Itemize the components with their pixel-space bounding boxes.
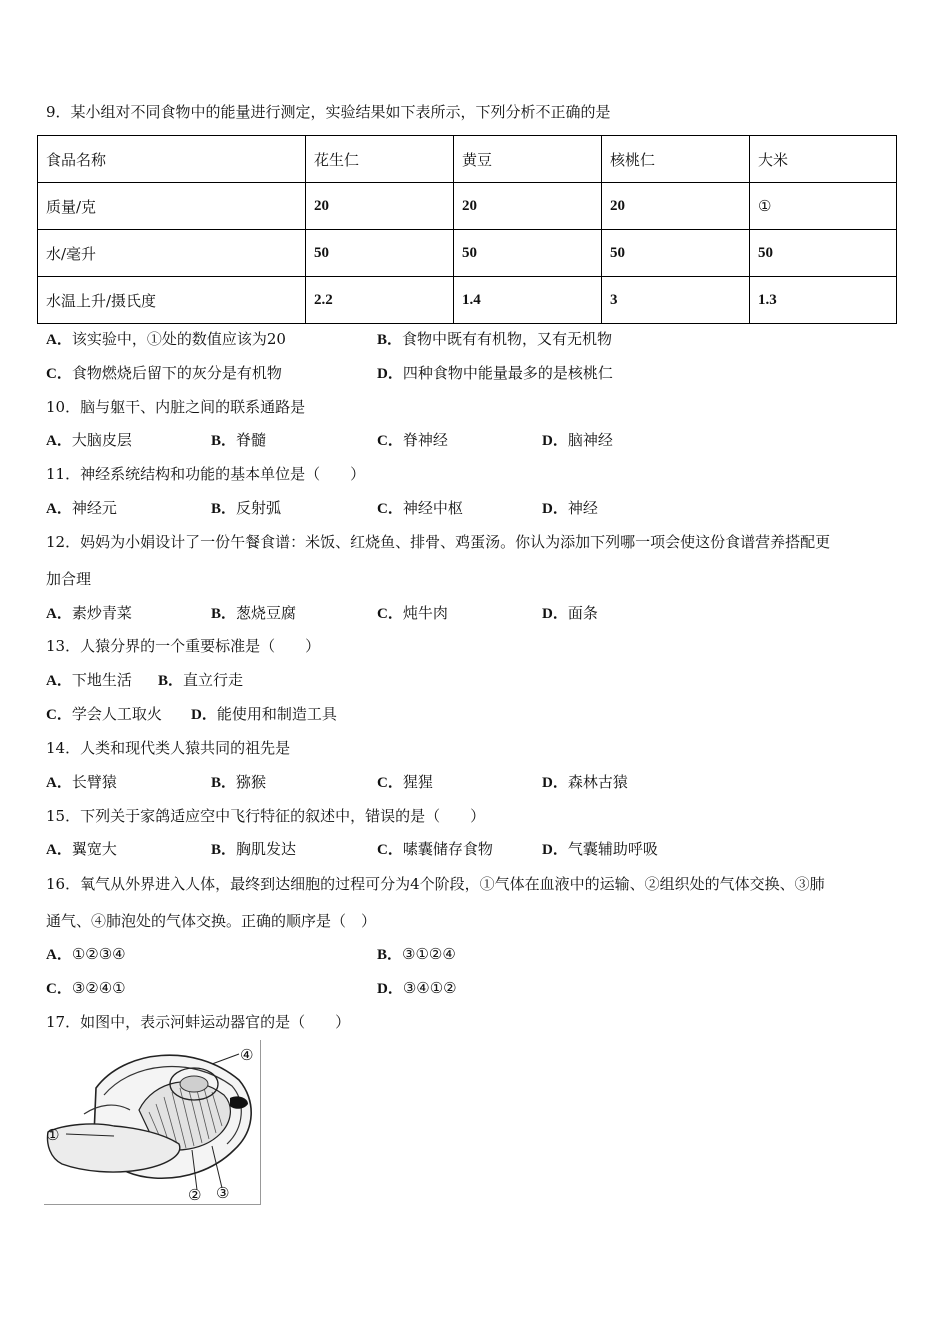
q16-stem-line1: 16．氧气从外界进入人体，最终到达细胞的过程可分为4个阶段，①气体在血液中的运输、②组织处的气体交换、③肺 <box>46 875 825 893</box>
q11-option-d[interactable]: D．神经 <box>542 499 598 517</box>
q10-stem: 10．脑与躯干、内脏之间的联系通路是 <box>46 398 306 416</box>
q10-option-a[interactable]: A．大脑皮层 <box>46 431 132 449</box>
table-cell: 50 <box>306 230 454 277</box>
q9-stem: 9．某小组对不同食物中的能量进行测定，实验结果如下表所示，下列分析不正确的是 <box>46 103 611 121</box>
q10-option-b[interactable]: B．脊髓 <box>211 431 267 449</box>
q13-stem: 13．人猿分界的一个重要标准是（ ） <box>46 637 321 655</box>
q11-option-a[interactable]: A．神经元 <box>46 499 117 517</box>
table-header-row <box>38 136 897 183</box>
table-cell: 20 <box>454 183 602 230</box>
q16-option-c[interactable]: C．③②④① <box>46 979 126 997</box>
q13-option-b[interactable]: B．直立行走 <box>158 671 244 689</box>
q9-option-a[interactable]: A．该实验中，①处的数值应该为20 <box>46 330 286 348</box>
q16-stem-line2: 通气、④肺泡处的气体交换。正确的顺序是（ ） <box>46 912 377 930</box>
table-cell: 水/毫升 <box>38 230 306 277</box>
table-cell: 50 <box>750 230 897 277</box>
table-cell: 1.3 <box>750 277 897 324</box>
q15-option-d[interactable]: D．气囊辅助呼吸 <box>542 840 658 858</box>
label-1: ① <box>46 1126 60 1144</box>
q13-option-d[interactable]: D．能使用和制造工具 <box>191 705 337 723</box>
q15-option-b[interactable]: B．胸肌发达 <box>211 840 297 858</box>
table-cell: 大米 <box>750 136 897 183</box>
table-cell: 黄豆 <box>454 136 602 183</box>
q16-option-d[interactable]: D．③④①② <box>377 979 457 997</box>
table-cell: ① <box>750 183 897 230</box>
food-energy-table <box>37 135 897 324</box>
table-cell: 核桃仁 <box>602 136 750 183</box>
q13-option-c[interactable]: C．学会人工取火 <box>46 705 162 723</box>
q9-option-b[interactable]: B．食物中既有有机物，又有无机物 <box>377 330 613 348</box>
q16-option-b[interactable]: B．③①②④ <box>377 945 456 963</box>
table-cell: 50 <box>454 230 602 277</box>
q17-stem: 17．如图中，表示河蚌运动器官的是（ ） <box>46 1013 351 1031</box>
q12-option-d[interactable]: D．面条 <box>542 604 598 622</box>
label-4: ④ <box>240 1046 254 1064</box>
label-3: ③ <box>216 1184 230 1202</box>
q11-option-c[interactable]: C．神经中枢 <box>377 499 463 517</box>
table-cell: 2.2 <box>306 277 454 324</box>
q12-option-c[interactable]: C．炖牛肉 <box>377 604 448 622</box>
q15-stem: 15．下列关于家鸽适应空中飞行特征的叙述中，错误的是（ ） <box>46 807 486 825</box>
q14-stem: 14．人类和现代类人猿共同的祖先是 <box>46 739 291 757</box>
q10-option-c[interactable]: C．脊神经 <box>377 431 448 449</box>
table-cell: 50 <box>602 230 750 277</box>
leader-line-4 <box>212 1054 239 1064</box>
q14-option-a[interactable]: A．长臂猿 <box>46 773 117 791</box>
q11-option-b[interactable]: B．反射弧 <box>211 499 282 517</box>
q12-option-a[interactable]: A．素炒青菜 <box>46 604 132 622</box>
table-cell: 20 <box>602 183 750 230</box>
table-cell: 20 <box>306 183 454 230</box>
label-2: ② <box>188 1186 202 1204</box>
q13-option-a[interactable]: A．下地生活 <box>46 671 132 689</box>
table-row <box>38 230 897 277</box>
table-cell: 3 <box>602 277 750 324</box>
table-cell: 质量/克 <box>38 183 306 230</box>
q14-option-c[interactable]: C．猩猩 <box>377 773 433 791</box>
q12-stem-line1: 12．妈妈为小娟设计了一份午餐食谱：米饭、红烧鱼、排骨、鸡蛋汤。你认为添加下列哪一项会使这份食谱营养搭配更 <box>46 533 831 551</box>
q14-option-d[interactable]: D．森林古猿 <box>542 773 628 791</box>
table-cell: 食品名称 <box>38 136 306 183</box>
q14-option-b[interactable]: B．猕猴 <box>211 773 267 791</box>
table-row <box>38 277 897 324</box>
mussel-illustration <box>44 1040 260 1204</box>
q12-option-b[interactable]: B．葱烧豆腐 <box>211 604 297 622</box>
table-cell: 水温上升/摄氏度 <box>38 277 306 324</box>
q15-option-a[interactable]: A．翼宽大 <box>46 840 117 858</box>
table-cell: 花生仁 <box>306 136 454 183</box>
table-cell: 1.4 <box>454 277 602 324</box>
q10-option-d[interactable]: D．脑神经 <box>542 431 613 449</box>
q12-stem-line2: 加合理 <box>46 570 92 588</box>
mussel-figure <box>44 1040 261 1205</box>
organ-core <box>180 1076 208 1092</box>
q9-option-c[interactable]: C．食物燃烧后留下的灰分是有机物 <box>46 364 282 382</box>
q11-stem: 11．神经系统结构和功能的基本单位是（ ） <box>46 465 366 483</box>
q15-option-c[interactable]: C．嗉囊储存食物 <box>377 840 493 858</box>
q9-option-d[interactable]: D．四种食物中能量最多的是核桃仁 <box>377 364 613 382</box>
q16-option-a[interactable]: A．①②③④ <box>46 945 126 963</box>
table-row <box>38 183 897 230</box>
